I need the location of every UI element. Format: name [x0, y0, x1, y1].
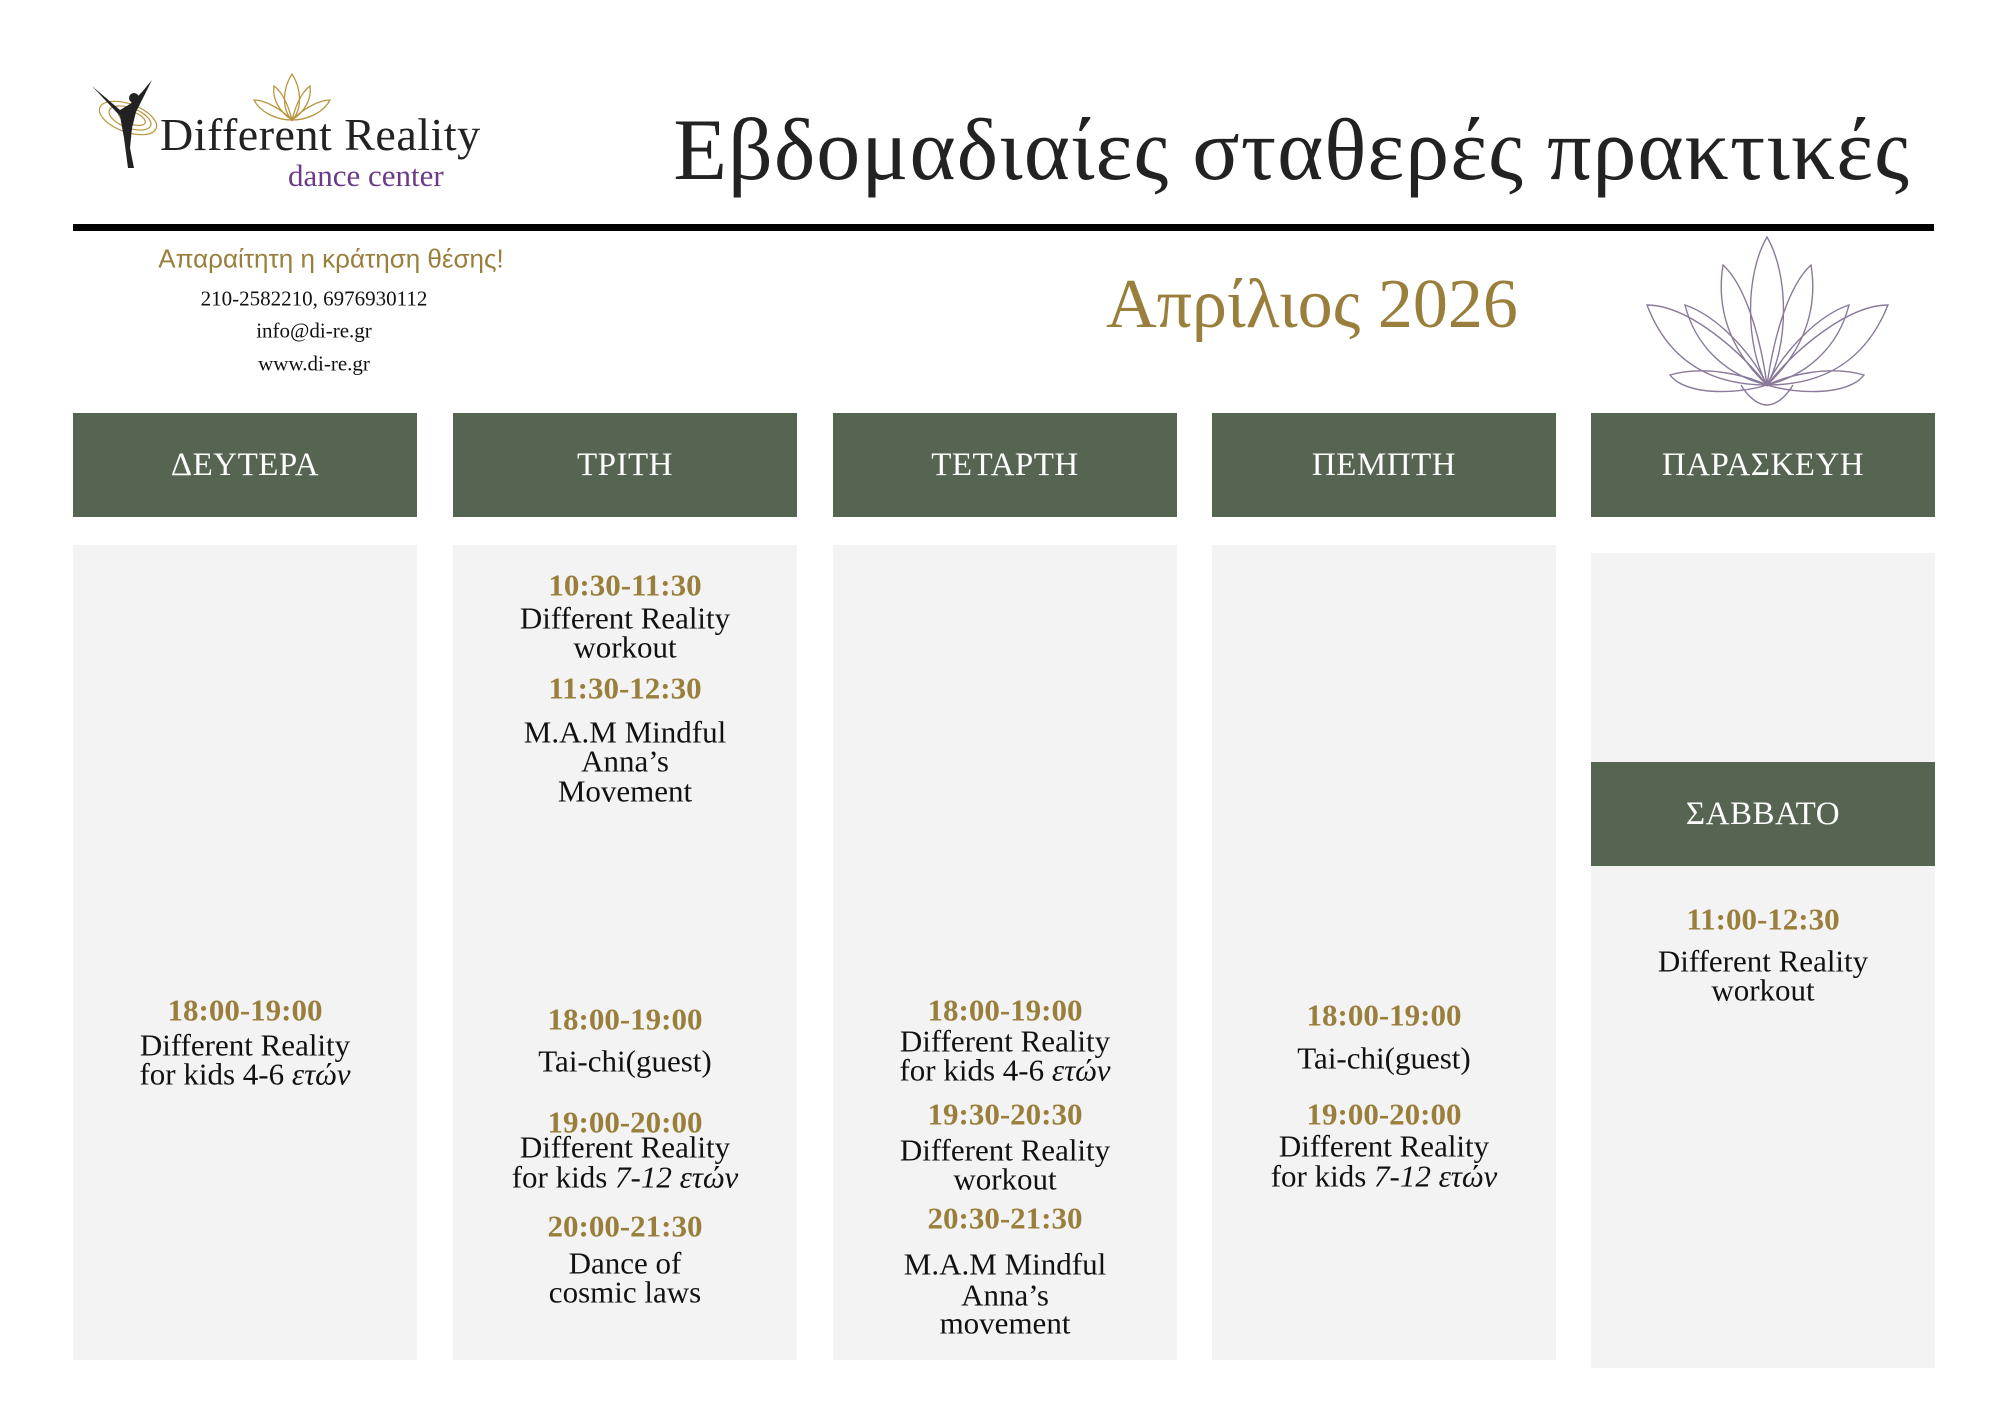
- line-text: Tai-chi(guest): [538, 1043, 712, 1079]
- line-text: Different Reality: [519, 1129, 731, 1165]
- class-name: [538, 1043, 712, 1079]
- class-name: [899, 1052, 1111, 1088]
- reservation-note: Απαραίτητη η κράτηση θέσης!: [158, 243, 504, 274]
- line-text-italic: ετών: [291, 1056, 351, 1092]
- month-label: Απρίλιος 2026: [1106, 266, 1518, 343]
- line-text: Tai-chi(guest): [1297, 1040, 1471, 1076]
- line-text: 19:30-20:30: [927, 1096, 1083, 1132]
- class-name: [548, 1274, 702, 1310]
- line-text: Anna’s: [581, 743, 669, 779]
- class-time: [1306, 1096, 1462, 1132]
- line-text: Different Reality: [1278, 1128, 1490, 1164]
- line-text: 11:00-12:30: [1686, 901, 1840, 937]
- line-text: Anna’s: [961, 1277, 1049, 1313]
- logo-name: Different Reality: [160, 109, 481, 160]
- line-text: 11:30-12:30: [548, 670, 702, 706]
- day-name: ΤΕΤΑΡΤΗ: [931, 446, 1079, 483]
- day-column-body: [1212, 545, 1556, 1360]
- header-divider: [73, 224, 1934, 231]
- class-time: [548, 670, 702, 706]
- day-header: [453, 413, 797, 517]
- class-name: [1297, 1040, 1471, 1076]
- line-text: 18:00-19:00: [167, 992, 323, 1028]
- day-name: ΤΡΙΤΗ: [577, 446, 673, 483]
- line-text: for kids 4-6: [899, 1052, 1052, 1088]
- class-name: [953, 1161, 1057, 1197]
- line-text: 20:30-21:30: [927, 1200, 1083, 1236]
- contact-email: info@di-re.gr: [256, 318, 372, 343]
- class-name: [939, 1305, 1071, 1341]
- day-name: ΔΕΥΤΕΡΑ: [170, 446, 320, 483]
- contact-website: www.di-re.gr: [258, 351, 370, 376]
- class-time: [547, 1001, 703, 1037]
- day-header: [833, 413, 1177, 517]
- lotus-icon: [1645, 235, 1890, 407]
- line-text: M.A.M Mindful: [523, 714, 727, 750]
- line-text: Different Reality: [1657, 943, 1869, 979]
- line-text: M.A.M Mindful: [903, 1246, 1107, 1282]
- class-name: [1278, 1128, 1490, 1164]
- line-text: workout: [1711, 972, 1815, 1008]
- day-header: [73, 413, 417, 517]
- line-text: for kids: [511, 1159, 616, 1195]
- day-column-body: [833, 545, 1177, 1360]
- day-name: ΠΑΡΑΣΚΕΥΗ: [1661, 446, 1865, 483]
- class-name: [581, 743, 669, 779]
- day-header: [1591, 413, 1935, 517]
- line-text-italic: ετών: [1051, 1052, 1111, 1088]
- line-text: 19:00-20:00: [547, 1104, 703, 1140]
- class-time: [1686, 901, 1840, 937]
- line-text: for kids 4-6: [139, 1056, 292, 1092]
- class-time: [547, 1208, 703, 1244]
- line-text: cosmic laws: [548, 1274, 702, 1310]
- line-text: 19:00-20:00: [1306, 1096, 1462, 1132]
- line-text: 18:00-19:00: [927, 992, 1083, 1028]
- page-title: Εβδομαδιαίες σταθερές πρακτικές: [673, 102, 1910, 199]
- line-text: Different Reality: [519, 600, 731, 636]
- line-text-italic: 7-12 ετών: [1374, 1158, 1498, 1194]
- contact-phones: 210-2582210, 6976930112: [200, 286, 428, 311]
- day-column-body: [73, 545, 417, 1360]
- class-time: [167, 992, 323, 1028]
- line-text-italic: 7-12 ετών: [615, 1159, 739, 1195]
- class-name: [139, 1056, 351, 1092]
- line-text: Different Reality: [899, 1023, 1111, 1059]
- line-text: for kids: [1270, 1158, 1375, 1194]
- line-text: 18:00-19:00: [1306, 997, 1462, 1033]
- line-text: 18:00-19:00: [547, 1001, 703, 1037]
- class-name: [511, 1159, 739, 1195]
- logo-subtitle: dance center: [288, 158, 444, 193]
- line-text: 10:30-11:30: [548, 567, 702, 603]
- day-name: ΣΑΒΒΑΤΟ: [1685, 795, 1841, 832]
- class-name: [1270, 1158, 1498, 1194]
- class-name: [573, 629, 677, 665]
- class-name: [557, 773, 693, 809]
- line-text: movement: [939, 1305, 1071, 1341]
- line-text: Dance of: [568, 1245, 682, 1281]
- line-text: Different Reality: [899, 1132, 1111, 1168]
- line-text: workout: [953, 1161, 1057, 1197]
- line-text: Movement: [557, 773, 693, 809]
- line-text: 20:00-21:30: [547, 1208, 703, 1244]
- class-name: [519, 1129, 731, 1165]
- class-name: [1711, 972, 1815, 1008]
- class-time: [927, 992, 1083, 1028]
- class-time: [927, 1096, 1083, 1132]
- class-time: [1306, 997, 1462, 1033]
- class-time: [927, 1200, 1083, 1236]
- class-name: [903, 1246, 1107, 1282]
- line-text: workout: [573, 629, 677, 665]
- day-header: [1212, 413, 1556, 517]
- line-text: Different Reality: [139, 1027, 351, 1063]
- day-header: [1591, 762, 1935, 866]
- class-time: [548, 567, 702, 603]
- day-name: ΠΕΜΠΤΗ: [1311, 446, 1457, 483]
